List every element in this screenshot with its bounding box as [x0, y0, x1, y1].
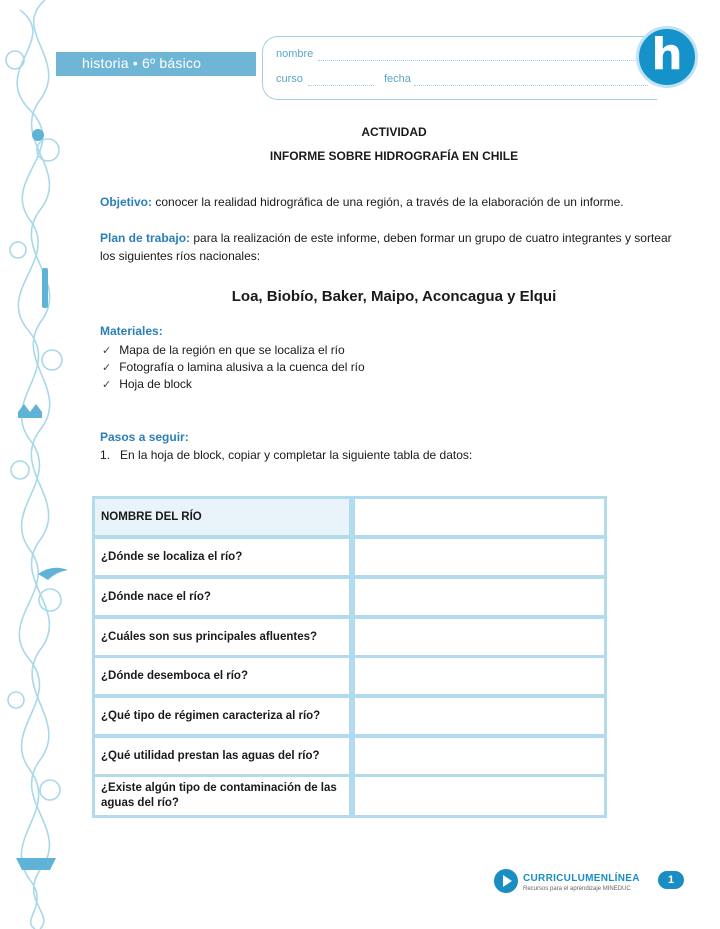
play-icon [494, 869, 518, 893]
answer-cell[interactable] [355, 539, 604, 575]
table-row [95, 698, 604, 734]
table-row [95, 499, 604, 535]
table-row [95, 777, 604, 815]
question-cell: ¿Dónde se localiza el río? [95, 539, 349, 575]
data-table [92, 496, 607, 818]
figure-icon [42, 268, 48, 308]
answer-cell[interactable] [355, 658, 604, 694]
course-field[interactable] [308, 85, 374, 86]
table-header-cell: NOMBRE DEL RÍO [95, 499, 349, 535]
table-row [95, 539, 604, 575]
objective-text: conocer la realidad hidrográfica de una región, a través de la elaboración de un informe. [152, 195, 624, 209]
plan-label: Plan de trabajo: [100, 231, 191, 245]
answer-cell[interactable] [355, 698, 604, 734]
answer-cell[interactable] [355, 579, 604, 615]
materials-heading: Materiales: [100, 324, 163, 338]
check-icon: ✓ [102, 344, 112, 357]
question-cell: ¿Dónde desemboca el río? [95, 658, 349, 694]
name-field[interactable] [318, 60, 648, 61]
question-cell: ¿Qué utilidad prestan las aguas del río? [95, 738, 349, 774]
answer-cell[interactable] [355, 777, 604, 815]
answer-cell[interactable] [355, 499, 604, 535]
report-title: INFORME SOBRE HIDROGRAFÍA EN CHILE [269, 149, 519, 163]
date-label: fecha [384, 73, 411, 85]
material-item: ✓ Fotografía o lamina alusiva a la cuenca del río [102, 360, 365, 374]
date-field[interactable] [414, 85, 648, 86]
answer-cell[interactable] [355, 738, 604, 774]
question-cell: ¿Dónde nace el río? [95, 579, 349, 615]
bird-icon [38, 568, 68, 580]
subject-label: historia • 6º básico [82, 55, 202, 71]
table-row [95, 619, 604, 655]
page-number: 1 [658, 871, 684, 889]
material-item: ✓ Hoja de block [102, 377, 192, 391]
course-label: curso [276, 73, 303, 85]
step-1: 1. En la hoja de block, copiar y completar la siguiente tabla de datos: [100, 448, 473, 462]
check-icon: ✓ [102, 378, 112, 391]
activity-title: ACTIVIDAD [361, 125, 427, 139]
globe-icon [32, 129, 44, 141]
plan-text: para la realización de este informe, deben formar un grupo de cuatro integrantes y sortear los siguientes ríos nacionales: [100, 231, 672, 263]
question-cell: ¿Cuáles son sus principales afluentes? [95, 619, 349, 655]
answer-cell[interactable] [355, 619, 604, 655]
table-row [95, 658, 604, 694]
name-label: nombre [276, 48, 314, 60]
table-row [95, 738, 604, 774]
question-cell: ¿Existe algún tipo de contaminación de las aguas del río? [95, 777, 349, 815]
rivers-list: Loa, Biobío, Baker, Maipo, Aconcagua y Elqui [231, 288, 557, 305]
crown-icon [18, 404, 42, 418]
objective [100, 193, 680, 211]
table-row [95, 579, 604, 615]
footer-brand: CURRICULUMENLÍNEA [523, 873, 640, 884]
check-icon: ✓ [102, 361, 112, 374]
student-info-box [262, 36, 657, 100]
steps-heading: Pasos a seguir: [100, 430, 189, 444]
decorative-border [0, 0, 78, 929]
question-cell: ¿Qué tipo de régimen caracteriza al río? [95, 698, 349, 734]
work-plan [100, 229, 680, 265]
objective-label: Objetivo: [100, 195, 153, 209]
material-item: ✓ Mapa de la región en que se localiza el río [102, 343, 345, 357]
footer-tagline: Recursos para el aprendizaje MINEDUC [523, 886, 631, 892]
hoy-logo: h [636, 26, 698, 88]
